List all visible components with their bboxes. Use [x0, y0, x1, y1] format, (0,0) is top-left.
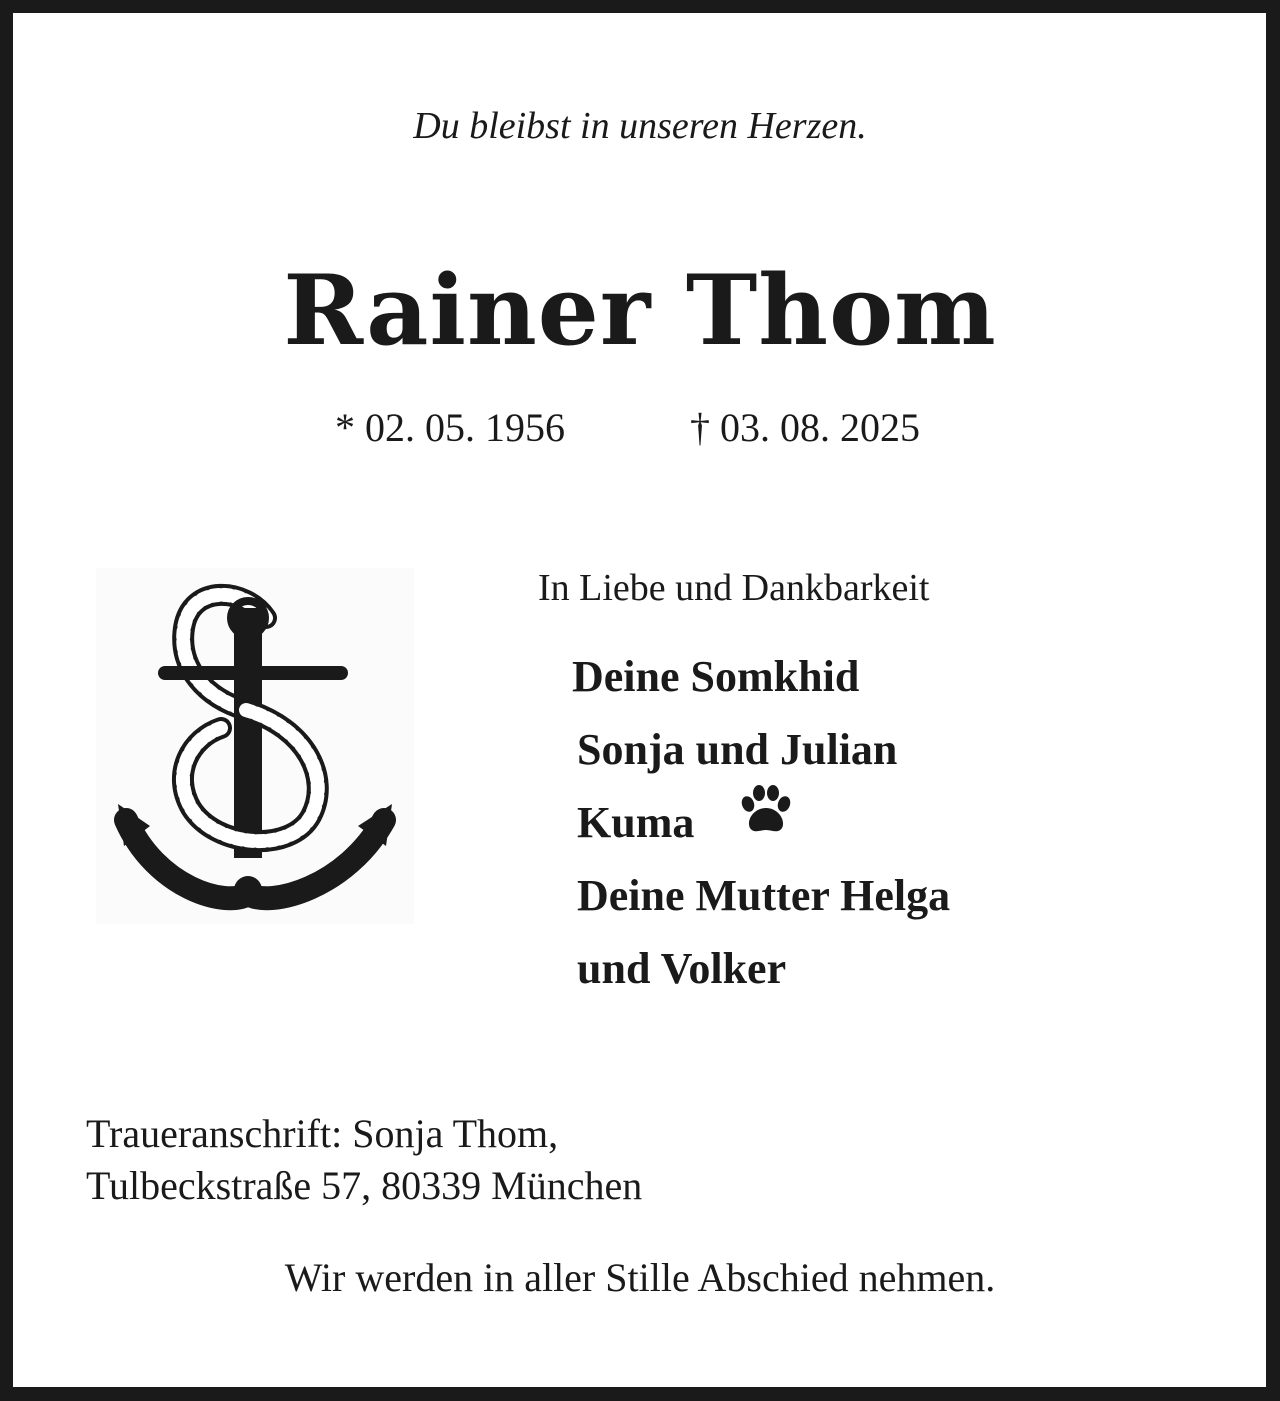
thanks-line: In Liebe und Dankbarkeit	[538, 567, 930, 609]
motto: Du bleibst in unseren Herzen.	[413, 105, 867, 147]
mourners-list	[572, 640, 950, 1005]
mourner-item	[572, 786, 950, 859]
deceased-name: Rainer Thom	[283, 254, 997, 367]
mourner-item: Deine Mutter Helga	[577, 871, 951, 920]
mourner-item: und Volker	[577, 944, 787, 993]
mourning-address	[86, 1108, 642, 1212]
mourner-item: Deine Somkhid	[572, 652, 860, 701]
closing-line: Wir werden in aller Stille Abschied nehmen.	[284, 1255, 996, 1300]
mourner-item: Sonja und Julian	[577, 725, 898, 774]
address-line: Traueranschrift: Sonja Thom,	[86, 1111, 559, 1156]
birth-date: * 02. 05. 1956	[335, 405, 565, 450]
death-date: † 03. 08. 2025	[690, 405, 920, 450]
anchor-icon	[96, 568, 414, 924]
address-line: Tulbeckstraße 57, 80339 München	[86, 1163, 643, 1208]
mourner-name: Kuma	[577, 798, 695, 847]
paw-print-icon	[738, 784, 794, 858]
